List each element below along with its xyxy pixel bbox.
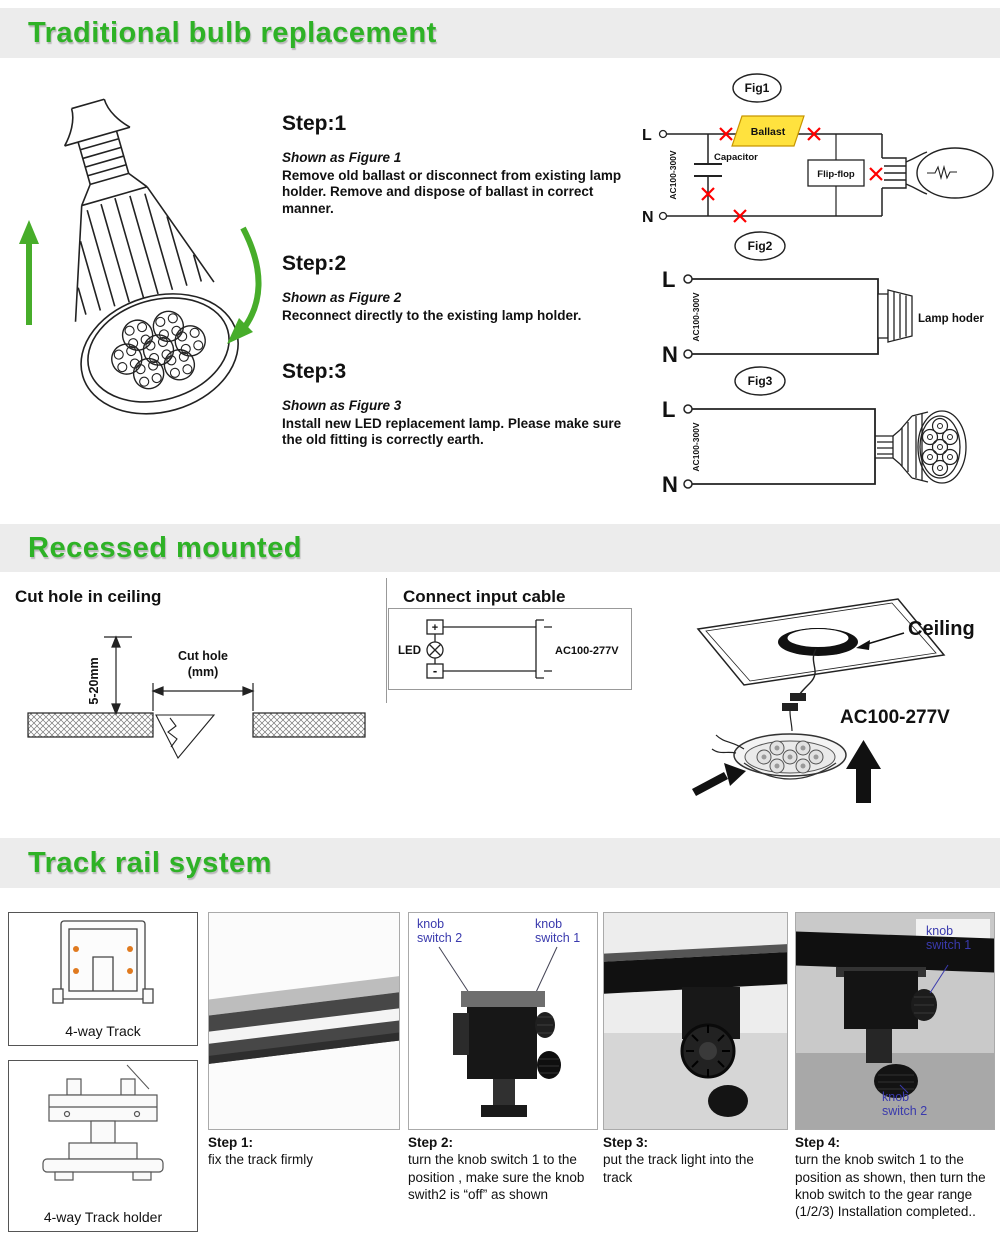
- step-3-block: [282, 360, 642, 449]
- fig1-neutral-terminal: N: [642, 209, 654, 226]
- four-way-track-holder-panel: [8, 1060, 198, 1232]
- track-insert-photo: [604, 913, 787, 1129]
- fig3-voltage: AC100-300V: [691, 422, 701, 472]
- led-driver-symbol: [427, 620, 552, 678]
- ceiling-install-illustration: [640, 583, 1000, 823]
- step-2-text: Reconnect directly to the existing lamp holder.: [282, 308, 582, 323]
- track-adapter-photo: [409, 913, 597, 1129]
- cut-hole-title: Cut hole in ceiling: [15, 587, 162, 606]
- knob-switch-2-label: knob switch 2: [882, 1090, 928, 1118]
- fig3-neutral-terminal: N: [662, 472, 678, 496]
- step4-caption-heading: Step 4:: [795, 1135, 841, 1150]
- step1-caption: [208, 1134, 398, 1169]
- fig3-line-terminal: L: [662, 397, 676, 422]
- step-2-block: [282, 252, 642, 324]
- depth-dimension: [104, 637, 132, 714]
- flipflop-label: Flip-flop: [817, 169, 855, 180]
- fig3-label: Fig3: [747, 374, 773, 388]
- minus-terminal: -: [432, 663, 438, 678]
- led-lamp-illustration: [5, 90, 277, 450]
- step2-caption-text: turn the knob switch 1 to the position , make sure the knob swith2 is “off” as shown: [408, 1152, 585, 1202]
- step4-caption-text: turn the knob switch 1 to the position as shown, then turn the knob switch to the gear range (1/2/3) Installation completed..: [795, 1152, 986, 1220]
- fig1-voltage: AC100-300V: [668, 150, 678, 200]
- up-arrow: [846, 740, 881, 803]
- section-title-traditional: Traditional bulb replacement: [28, 16, 437, 49]
- lamp-holder-label: Lamp hoder: [918, 313, 984, 325]
- knob-switch-2-label: knob switch 2: [417, 917, 463, 945]
- step-1-heading: Step:1: [282, 112, 347, 135]
- cut-flap: [156, 715, 214, 758]
- step1-caption-text: fix the track firmly: [208, 1152, 314, 1168]
- step3-caption-heading: Step 3:: [603, 1135, 649, 1150]
- led-lamp-icon: [875, 411, 966, 483]
- fig1-wiring-diagram: [630, 70, 1000, 235]
- step-3-heading: Step:3: [282, 360, 347, 383]
- input-cable-diagram: [388, 608, 632, 690]
- step-1-text: Remove old ballast or disconnect from existing lamp holder. Remove and dispose of ballast in correct manner.: [282, 168, 622, 216]
- step-1-block: [282, 112, 642, 217]
- step3-caption-text: put the track light into the track: [603, 1152, 754, 1185]
- plus-terminal: +: [431, 622, 439, 634]
- fig2-label: Fig2: [747, 239, 773, 253]
- green-curved-arrow: [227, 228, 259, 344]
- step-3-figure-note: Shown as Figure 3: [282, 398, 402, 413]
- step3-caption: [603, 1134, 785, 1186]
- fig3-wiring-diagram: [650, 366, 1000, 496]
- fixture-arrow: [692, 763, 746, 796]
- input-voltage-label: AC100-277V: [555, 645, 619, 657]
- four-way-track-caption: 4-way Track: [65, 1023, 141, 1039]
- fig1-label: Fig1: [744, 81, 770, 95]
- step2-caption: [408, 1134, 594, 1203]
- led-label: LED: [398, 645, 421, 657]
- section-header-traditional: [0, 8, 1000, 58]
- four-way-track-holder-caption: 4-way Track holder: [43, 1209, 163, 1225]
- cut-hole-label-line1: Cut hole: [178, 649, 228, 663]
- step-2-figure-note: Shown as Figure 2: [282, 290, 402, 305]
- cut-hole-diagram: [10, 603, 382, 803]
- step2-photo: [408, 912, 598, 1130]
- fig2-wiring-diagram: [650, 230, 1000, 370]
- incandescent-bulb-icon: [882, 148, 993, 198]
- step2-caption-heading: Step 2:: [408, 1135, 454, 1150]
- step1-caption-heading: Step 1:: [208, 1135, 254, 1150]
- cut-hole-label-line2: (mm): [187, 665, 219, 679]
- step-1-figure-note: Shown as Figure 1: [282, 150, 402, 165]
- step3-photo: [603, 912, 788, 1130]
- step1-photo: [208, 912, 400, 1130]
- column-divider: [386, 578, 387, 703]
- step4-photo: [795, 912, 995, 1130]
- fig2-line-terminal: L: [662, 267, 676, 292]
- fig2-voltage: AC100-300V: [691, 292, 701, 342]
- ceiling-label: Ceiling: [908, 618, 975, 640]
- green-up-arrow: [19, 220, 39, 325]
- connect-cable-title: Connect input cable: [403, 587, 566, 606]
- step4-caption: [795, 1134, 995, 1220]
- knob-switch-1-label: knob switch 1: [926, 924, 972, 952]
- supply-voltage-label: AC100-277V: [840, 707, 950, 728]
- section-header-track: [0, 838, 1000, 888]
- ballast-label: Ballast: [750, 126, 786, 138]
- four-way-track-panel: [8, 912, 198, 1046]
- section-title-recessed: Recessed mounted: [28, 531, 302, 564]
- hole-width-dimension: [153, 683, 253, 711]
- ceiling-depth-label: 5-20mm: [87, 657, 101, 705]
- section-header-recessed: [0, 524, 1000, 572]
- lamp-holder-icon: [878, 290, 912, 342]
- four-way-track-drawing: [9, 913, 197, 1013]
- section-title-track: Track rail system: [28, 846, 272, 879]
- track-rail-photo: [209, 913, 399, 1129]
- knob-switch-1-label: knob switch 1: [535, 917, 581, 945]
- capacitor-label: Capacitor: [714, 152, 758, 163]
- step-2-heading: Step:2: [282, 252, 347, 275]
- step-3-text: Install new LED replacement lamp. Please make sure the old fitting is correctly earth.: [282, 416, 622, 448]
- fig2-neutral-terminal: N: [662, 342, 678, 367]
- four-way-track-holder-drawing: [9, 1061, 197, 1199]
- fig1-line-terminal: L: [642, 127, 652, 144]
